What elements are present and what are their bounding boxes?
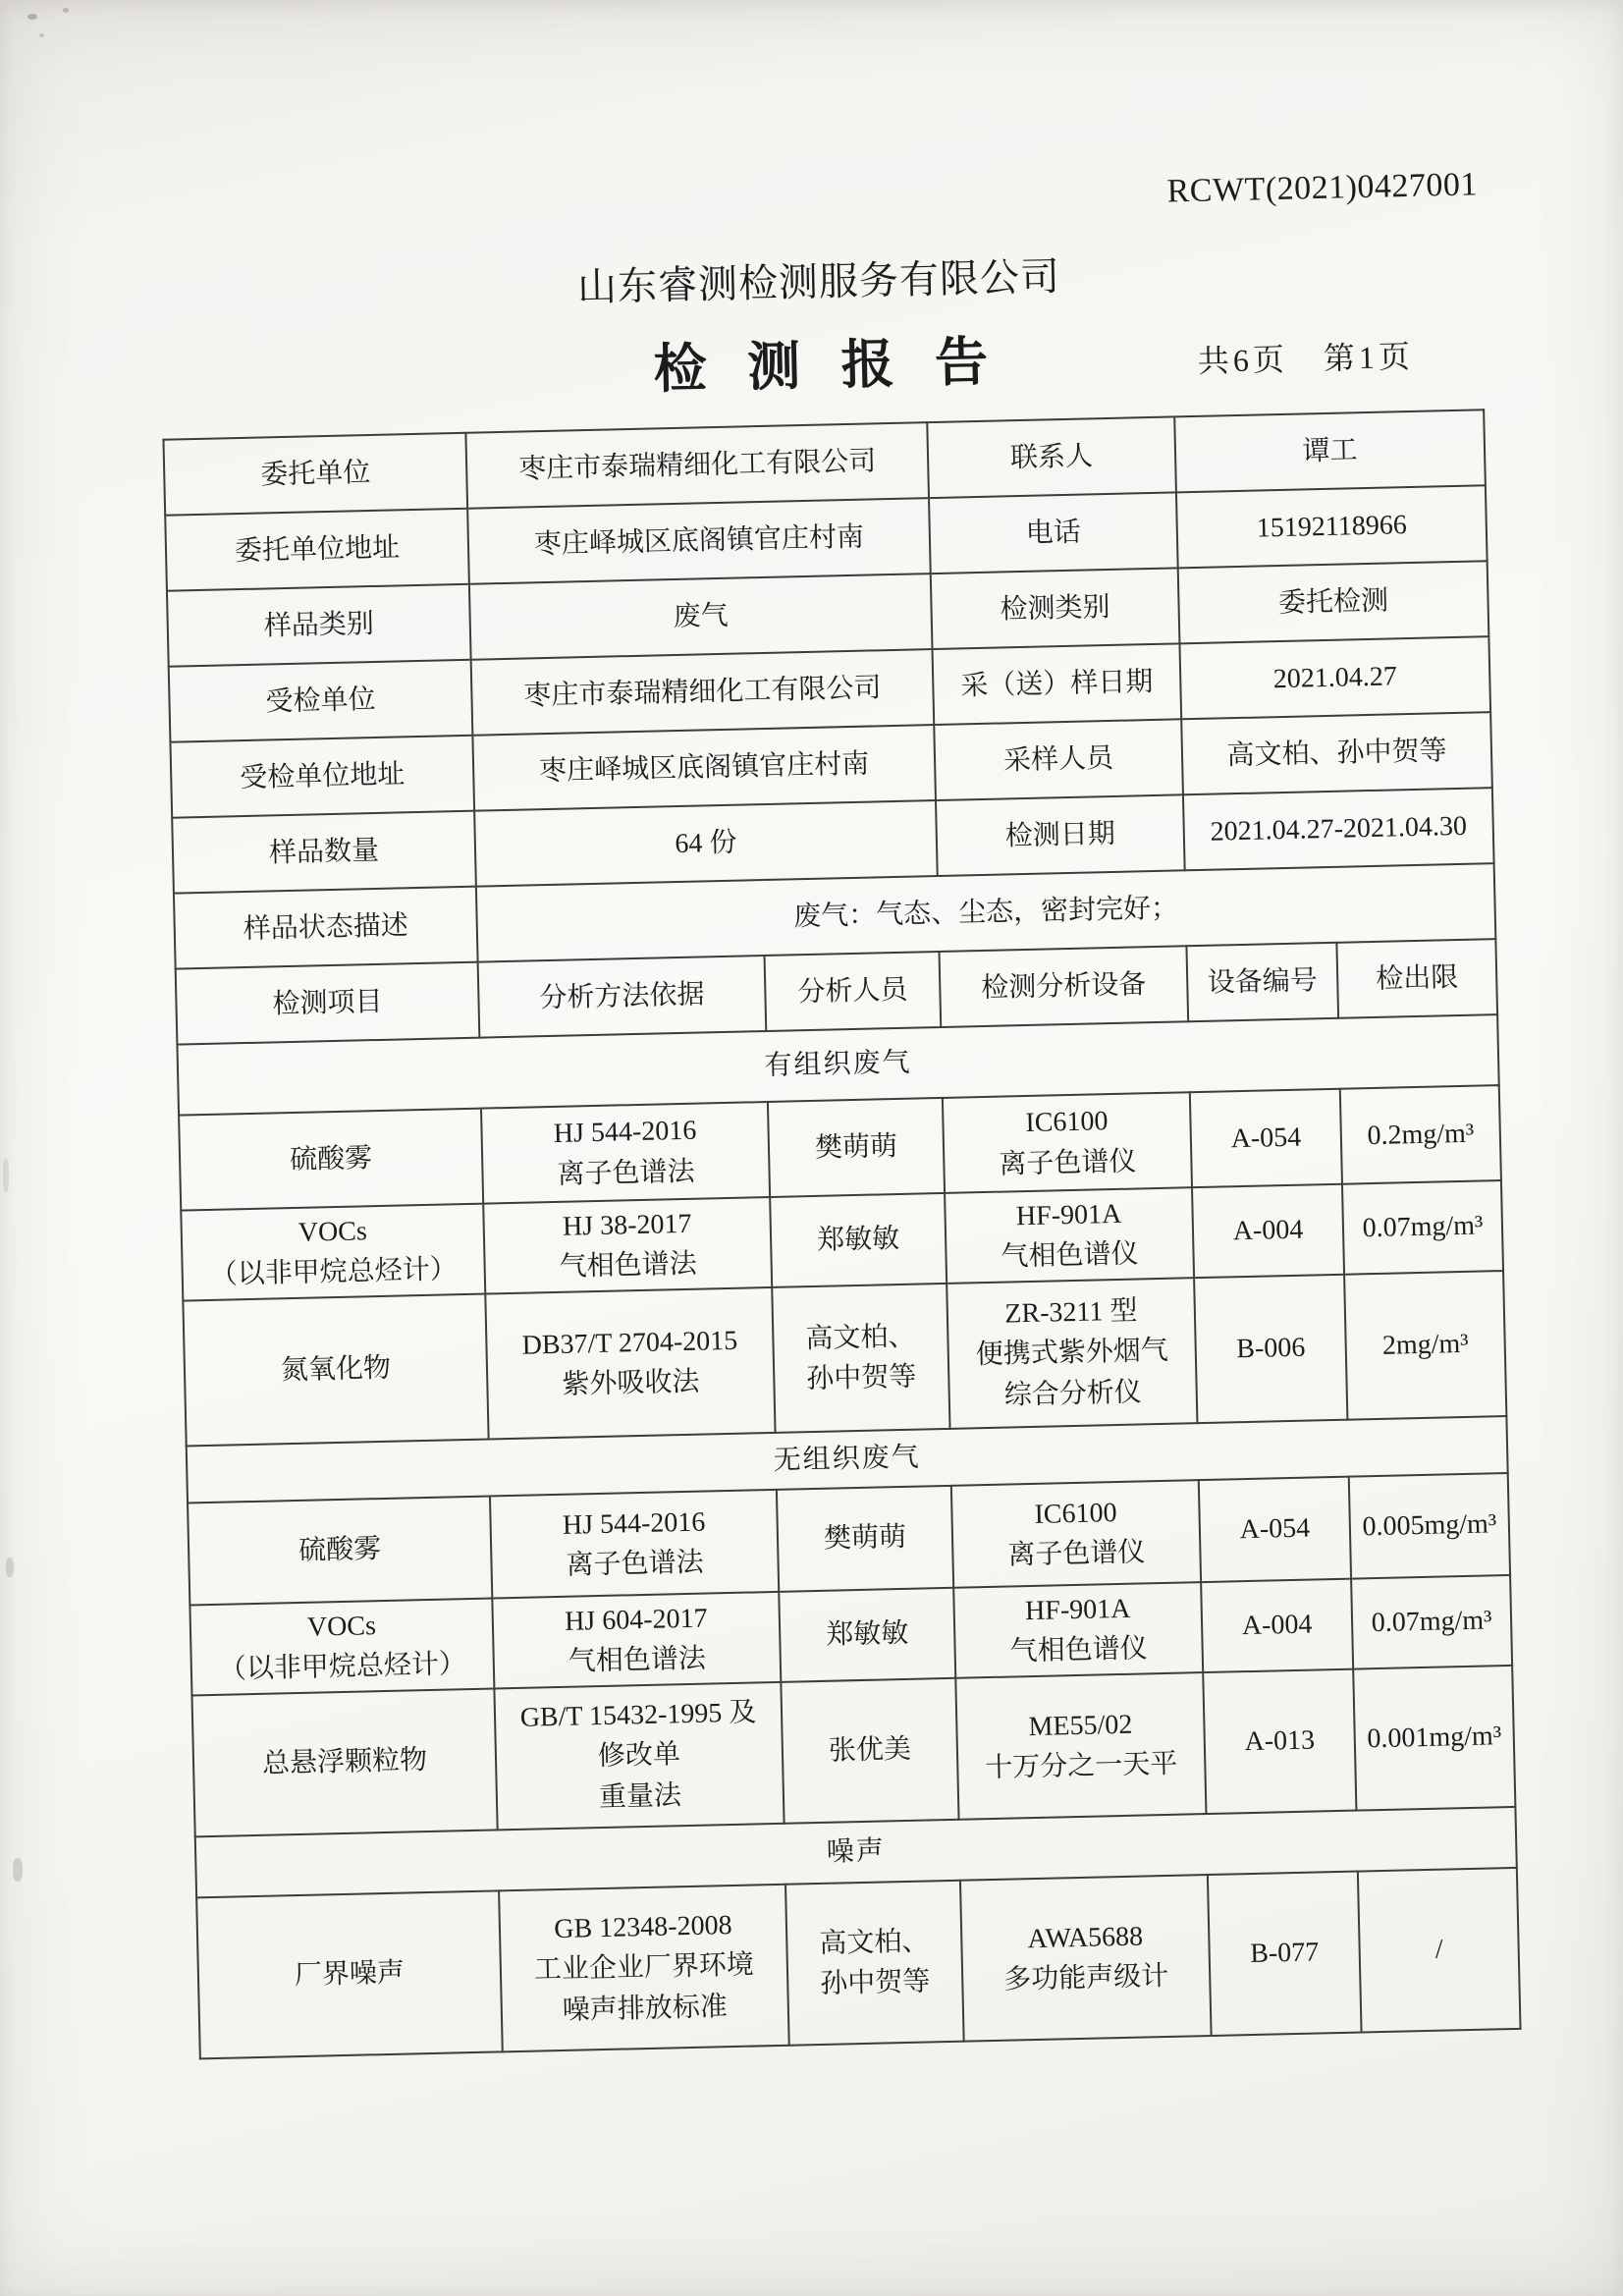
column-header: 检出限 <box>1336 939 1497 1018</box>
info-value: 2021.04.27-2021.04.30 <box>1183 788 1494 870</box>
info-label: 委托单位 <box>163 433 467 516</box>
page-indicator: 共6页 第1页 <box>1197 338 1415 379</box>
data-row <box>196 1868 1520 2058</box>
info-value: 废气 <box>469 574 933 660</box>
info-value: 2021.04.27 <box>1179 636 1490 719</box>
cell-analyst: 张优美 <box>781 1678 958 1824</box>
cell-method: GB 12348-2008 工业企业厂界环境 噪声排放标准 <box>499 1885 789 2052</box>
section-title: 有组织废气 <box>177 1014 1498 1115</box>
cell-analyst: 高文柏、 孙中贺等 <box>772 1284 949 1433</box>
column-header: 检测项目 <box>176 962 480 1045</box>
column-header: 检测分析设备 <box>940 946 1189 1027</box>
info-label: 电话 <box>929 492 1178 574</box>
cell-equip-no: B-006 <box>1194 1275 1347 1423</box>
cell-analyst: 樊萌萌 <box>768 1098 945 1197</box>
cell-limit: 0.07mg/m³ <box>1342 1180 1503 1275</box>
report-table <box>162 409 1521 2059</box>
cell-item: VOCs （以非甲烷总烃计） <box>181 1204 485 1301</box>
info-value: 枣庄市泰瑞精细化工有限公司 <box>471 649 935 736</box>
info-label: 受检单位 <box>169 660 473 742</box>
cell-equipment: HF-901A 气相色谱仪 <box>945 1187 1194 1284</box>
info-label: 样品状态描述 <box>174 887 478 969</box>
cell-limit: / <box>1358 1868 1521 2033</box>
cell-equip-no: A-013 <box>1203 1669 1356 1814</box>
cell-item: 硫酸雾 <box>188 1497 492 1606</box>
status-value: 废气：气态、尘态，密封完好； <box>476 863 1496 962</box>
cell-analyst: 樊萌萌 <box>777 1486 953 1592</box>
cell-item: 厂界噪声 <box>196 1890 503 2058</box>
cell-equip-no: B-077 <box>1208 1872 1362 2036</box>
cell-equipment: ME55/02 十万分之一天平 <box>955 1672 1206 1820</box>
cell-equip-no: A-004 <box>1192 1184 1344 1278</box>
info-value: 委托检测 <box>1178 561 1489 643</box>
cell-analyst: 郑敏敏 <box>770 1193 947 1287</box>
info-label: 委托单位地址 <box>165 509 469 591</box>
cell-equip-no: A-004 <box>1201 1579 1353 1672</box>
info-value: 15192118966 <box>1176 485 1488 568</box>
cell-limit: 0.2mg/m³ <box>1340 1085 1501 1184</box>
info-label: 样品类别 <box>167 584 471 667</box>
cell-analyst: 郑敏敏 <box>779 1588 955 1682</box>
info-label: 联系人 <box>927 416 1176 498</box>
cell-equipment: HF-901A 气相色谱仪 <box>953 1582 1203 1678</box>
cell-equipment: IC6100 离子色谱仪 <box>951 1480 1201 1588</box>
cell-equip-no: A-054 <box>1190 1089 1342 1187</box>
info-value: 枣庄峄城区底阁镇官庄村南 <box>467 498 931 584</box>
info-value: 谭工 <box>1174 410 1486 492</box>
cell-item: VOCs （以非甲烷总烃计） <box>189 1598 494 1695</box>
cell-limit: 2mg/m³ <box>1344 1271 1506 1420</box>
cell-method: HJ 604-2017 气相色谱法 <box>492 1592 781 1689</box>
column-header: 设备编号 <box>1186 943 1338 1021</box>
cell-method: GB/T 15432-1995 及 修改单 重量法 <box>494 1682 784 1831</box>
info-label: 采样人员 <box>934 719 1183 800</box>
cell-item: 硫酸雾 <box>179 1109 483 1211</box>
cell-method: HJ 544-2016 离子色谱法 <box>490 1490 779 1599</box>
info-label: 采（送）样日期 <box>933 643 1182 725</box>
cell-method: HJ 38-2017 气相色谱法 <box>483 1197 772 1294</box>
info-value: 高文柏、孙中贺等 <box>1181 712 1492 794</box>
cell-method: DB37/T 2704-2015 紫外吸收法 <box>485 1287 775 1440</box>
report-title: 检 测 报 告 <box>653 332 1002 400</box>
info-value: 64 份 <box>474 800 938 887</box>
section-title: 噪声 <box>195 1807 1517 1897</box>
column-header: 分析方法依据 <box>478 956 767 1038</box>
info-label: 检测类别 <box>931 568 1180 649</box>
column-header: 分析人员 <box>765 952 942 1031</box>
company-name: 山东睿测检测服务有限公司 <box>576 254 1061 310</box>
info-label: 检测日期 <box>936 794 1185 876</box>
scan-speck <box>63 8 69 13</box>
info-label: 受检单位地址 <box>170 736 474 818</box>
cell-limit: 0.07mg/m³ <box>1351 1575 1512 1669</box>
report-number: RCWT(2021)0427001 <box>1166 166 1479 210</box>
cell-item: 总悬浮颗粒物 <box>191 1688 497 1836</box>
cell-equipment: ZR-3211 型 便携式紫外烟气 综合分析仪 <box>947 1278 1197 1429</box>
cell-item: 氮氧化物 <box>183 1294 488 1447</box>
cell-limit: 0.001mg/m³ <box>1353 1666 1515 1811</box>
cell-method: HJ 544-2016 离子色谱法 <box>481 1102 770 1204</box>
section-title: 无组织废气 <box>187 1416 1508 1503</box>
cell-equipment: AWA5688 多功能声级计 <box>960 1875 1212 2042</box>
info-value: 枣庄市泰瑞精细化工有限公司 <box>465 422 929 509</box>
cell-equipment: IC6100 离子色谱仪 <box>943 1092 1192 1193</box>
cell-equip-no: A-054 <box>1199 1477 1351 1582</box>
info-value: 枣庄峄城区底阁镇官庄村南 <box>472 725 936 811</box>
cell-analyst: 高文柏、 孙中贺等 <box>785 1881 964 2046</box>
cell-limit: 0.005mg/m³ <box>1349 1473 1510 1579</box>
info-label: 样品数量 <box>172 811 476 894</box>
